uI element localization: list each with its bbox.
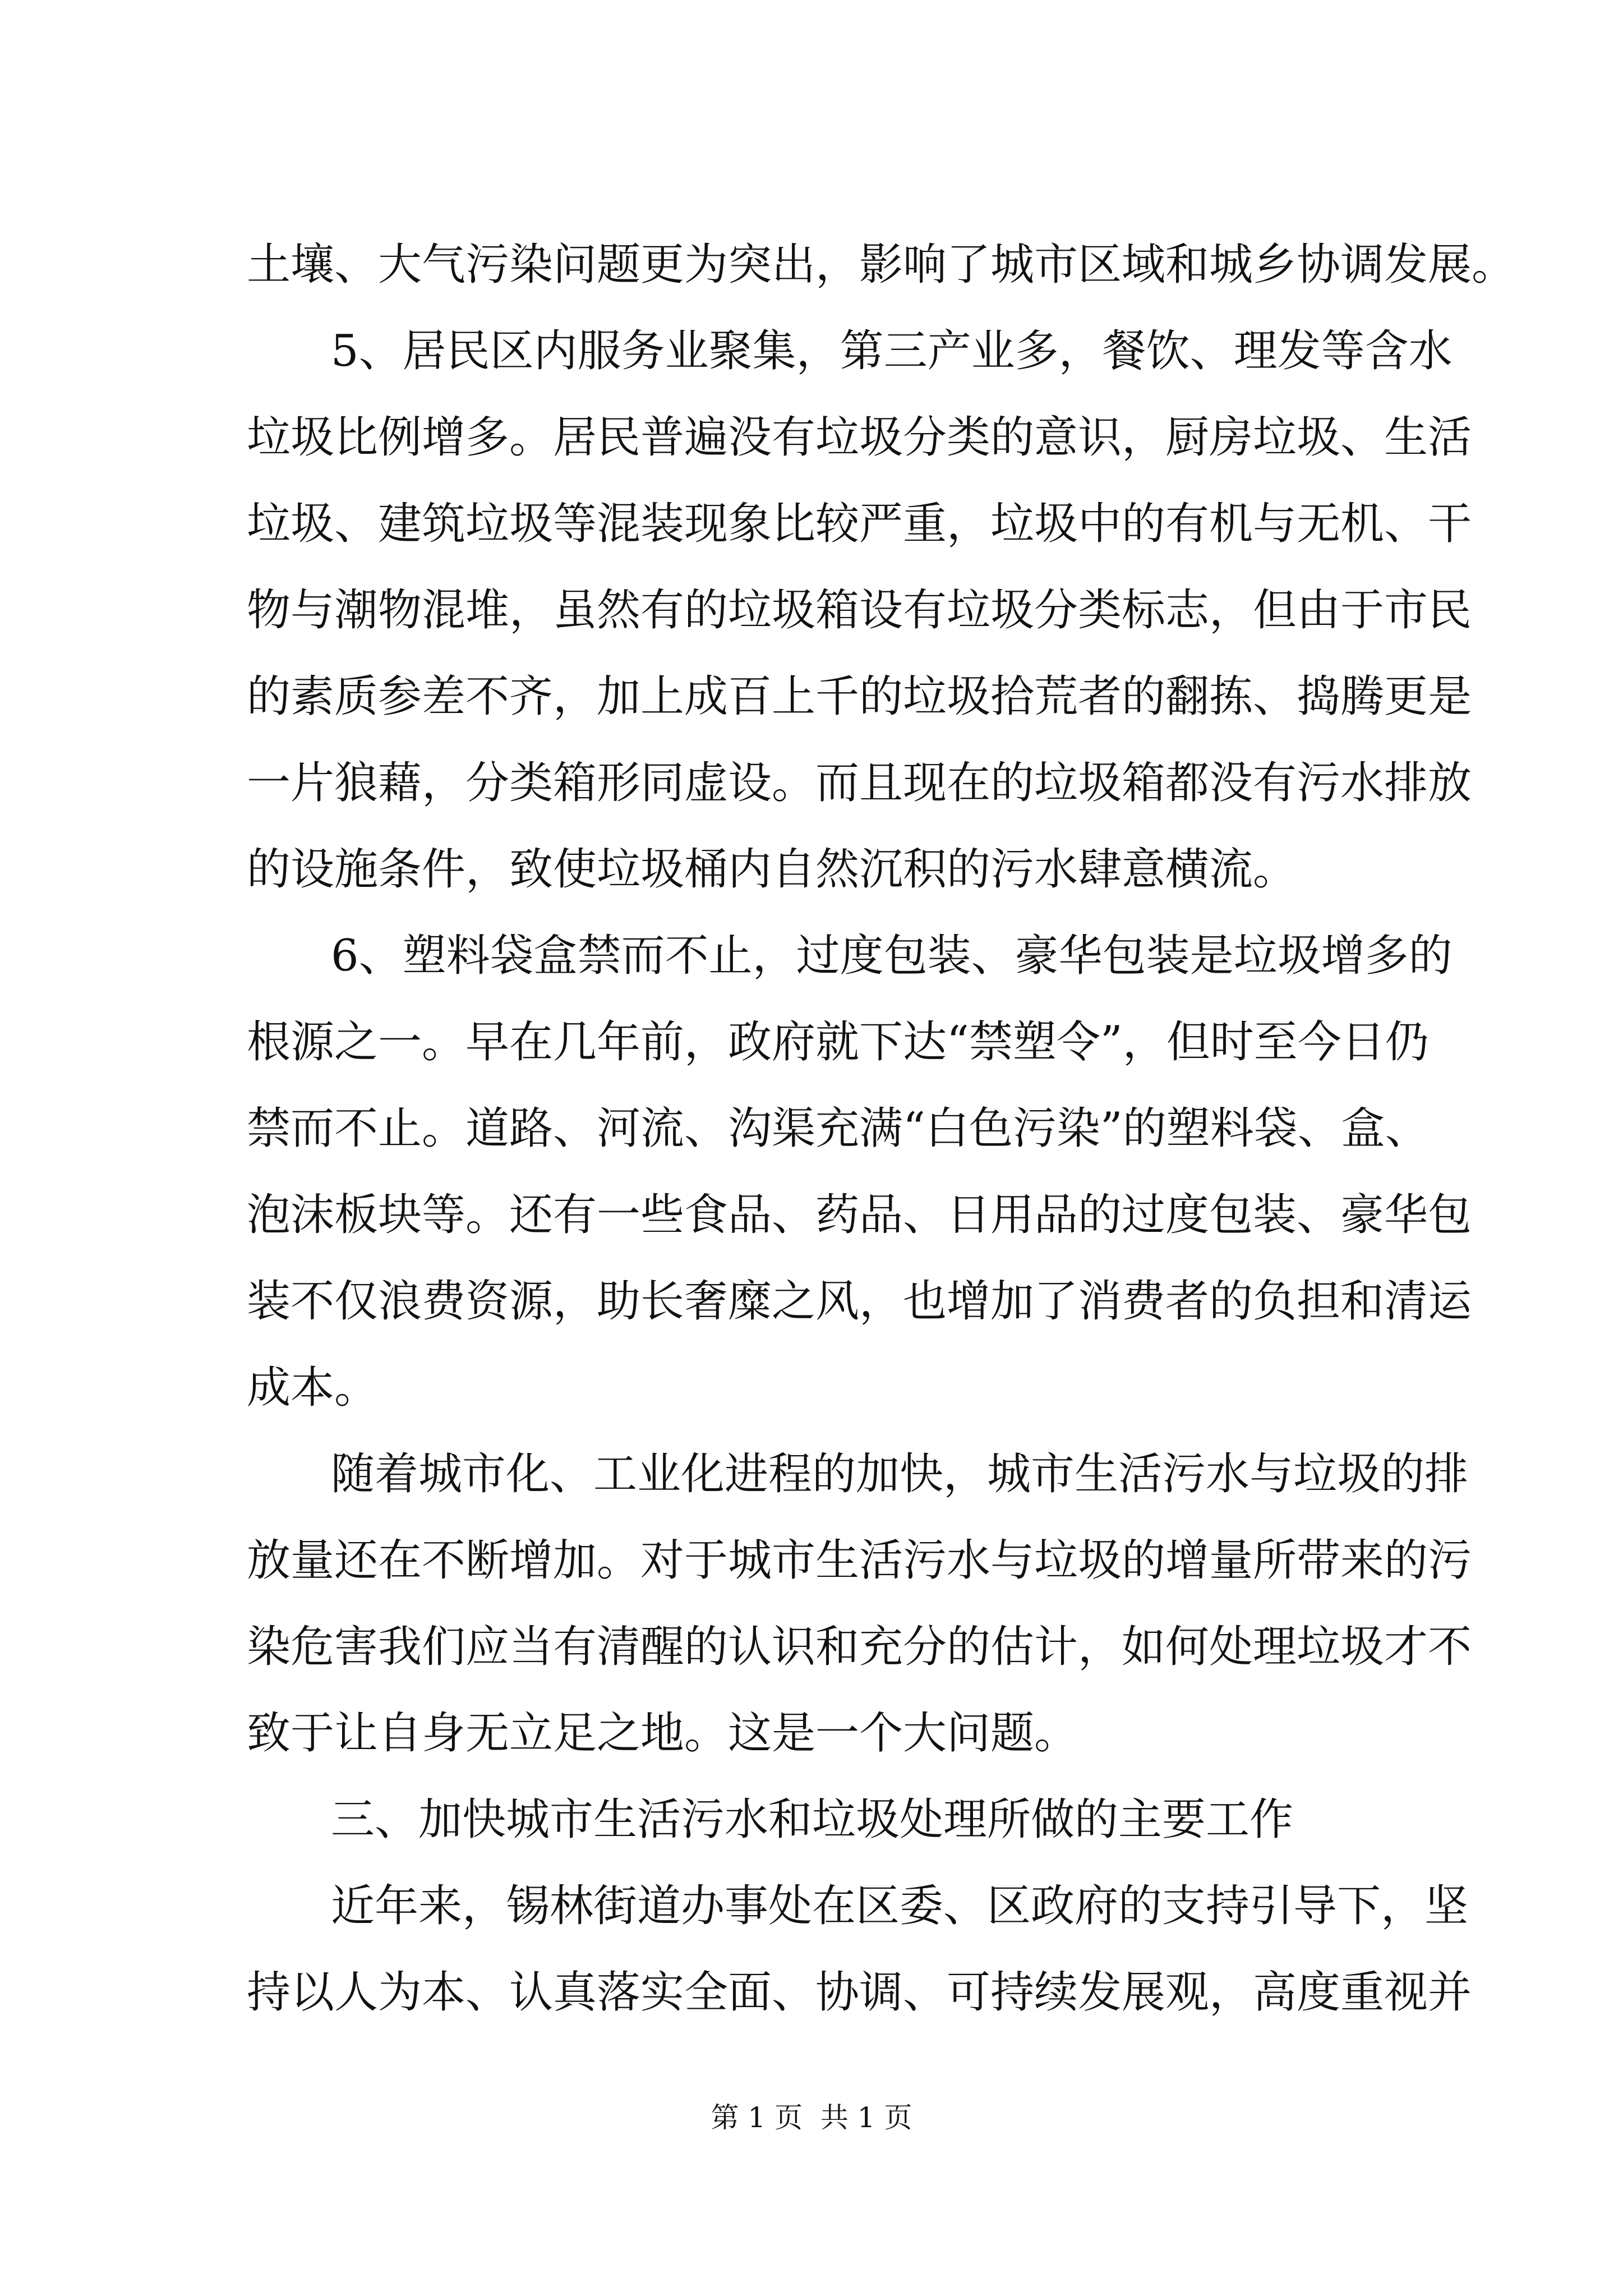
text-line: 垃圾比例增多。居民普遍没有垃圾分类的意识，厨房垃圾、生活 (247, 412, 1472, 463)
text-line: 根源之一。早在几年前，政府就下达“禁塑令”，但时至今日仍 (247, 1017, 1429, 1068)
text-line: 的素质参差不齐，加上成百上千的垃圾拾荒者的翻拣、捣腾更是 (247, 671, 1472, 722)
paragraph-end-line: 的设施条件，致使垃圾桶内自然沉积的污水肆意横流。 (247, 844, 1297, 895)
paragraph-start-line: 近年来，锡林街道办事处在区委、区政府的支持引导下，坚 (331, 1881, 1469, 1931)
text-line: 一片狼藉，分类箱形同虚设。而且现在的垃圾箱都没有污水排放 (247, 758, 1472, 808)
paragraph-start-line: 5、居民区内服务业聚集，第三产业多，餐饮、理发等含水 (331, 326, 1453, 376)
text-line: 物与潮物混堆，虽然有的垃圾箱设有垃圾分类标志，但由于市民 (247, 585, 1472, 636)
text-line: 持以人为本、认真落实全面、协调、可持续发展观，高度重视并 (247, 1967, 1472, 2018)
text-line: 禁而不止。道路、河流、沟渠充满“白色污染”的塑料袋、盒、 (247, 1103, 1429, 1154)
section-heading: 三、加快城市生活污水和垃圾处理所做的主要工作 (331, 1795, 1294, 1845)
paragraph-start-line: 随着城市化、工业化进程的加快，城市生活污水与垃圾的排 (331, 1449, 1469, 1499)
text-line: 染危害我们应当有清醒的认识和充分的估计，如何处理垃圾才不 (247, 1622, 1472, 1672)
text-line: 装不仅浪费资源，助长奢糜之风，也增加了消费者的负担和清运 (247, 1276, 1472, 1327)
page-number-footer: 第 1 页 共 1 页 (711, 2101, 912, 2134)
text-line: 放量还在不断增加。对于城市生活污水与垃圾的增量所带来的污 (247, 1535, 1472, 1586)
text-line: 垃圾、建筑垃圾等混装现象比较严重，垃圾中的有机与无机、干 (247, 499, 1472, 549)
paragraph-end-line: 成本。 (247, 1363, 379, 1413)
document-body (247, 222, 1516, 2036)
text-line: 泡沫板块等。还有一些食品、药品、日用品的过度包装、豪华包 (247, 1190, 1472, 1240)
paragraph-start-line: 6、塑料袋盒禁而不止，过度包装、豪华包装是垃圾增多的 (331, 931, 1453, 981)
paragraph-end-line: 致于让自身无立足之地。这是一个大问题。 (247, 1708, 1078, 1759)
text-line: 土壤、大气污染问题更为突出，影响了城市区域和城乡协调发展。 (247, 240, 1516, 290)
